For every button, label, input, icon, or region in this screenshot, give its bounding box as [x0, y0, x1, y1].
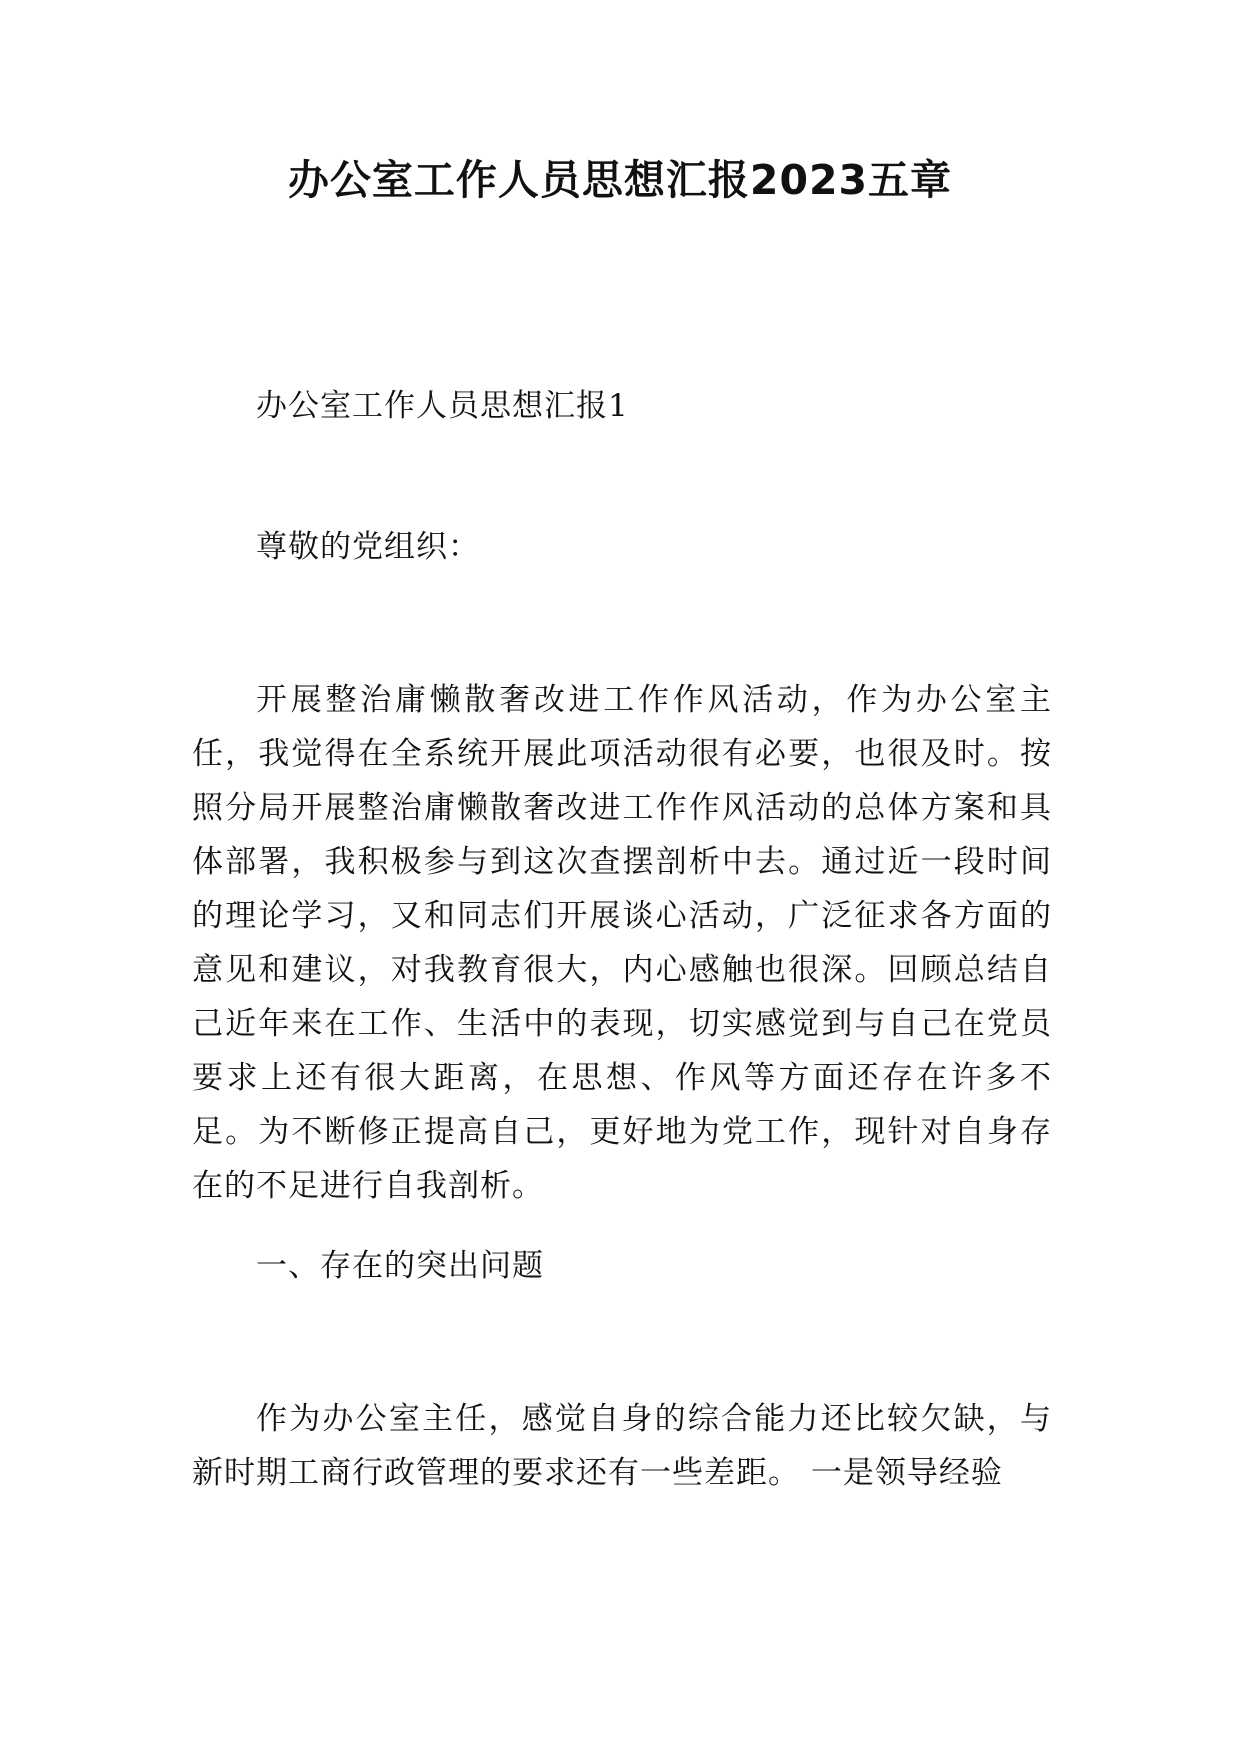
- body-paragraph-1: 开展整治庸懒散奢改进工作作风活动，作为办公室主任，我觉得在全系统开展此项活动很有必要，也很及时。按照分局开展整治庸懒散奢改进工作作风活动的总体方案和具体部署，我积极参与到这次查摆剖析中去。通过近一段时间的理论学习，又和同志们开展谈心活动，广泛征求各方面的意见和建议，对我教育很大，内心感触也很深。回顾总结自己近年来在工作、生活中的表现，切实感觉到与自己在党员要求上还有很大距离，在思想、作风等方面还存在许多不足。为不断修正提高自己，更好地为党工作，现针对自身存在的不足进行自我剖析。: [192, 682, 1052, 1204]
- salutation: 尊敬的党组织：: [256, 529, 480, 565]
- report-subheading: 办公室工作人员思想汇报1: [256, 388, 629, 424]
- document-title: 办公室工作人员思想汇报2023五章: [287, 156, 953, 204]
- section-heading-1: 一、存在的突出问题: [256, 1248, 544, 1284]
- body-paragraph-2: 作为办公室主任，感觉自身的综合能力还比较欠缺，与新时期工商行政管理的要求还有一些差距。 一是领导经验: [192, 1401, 1052, 1491]
